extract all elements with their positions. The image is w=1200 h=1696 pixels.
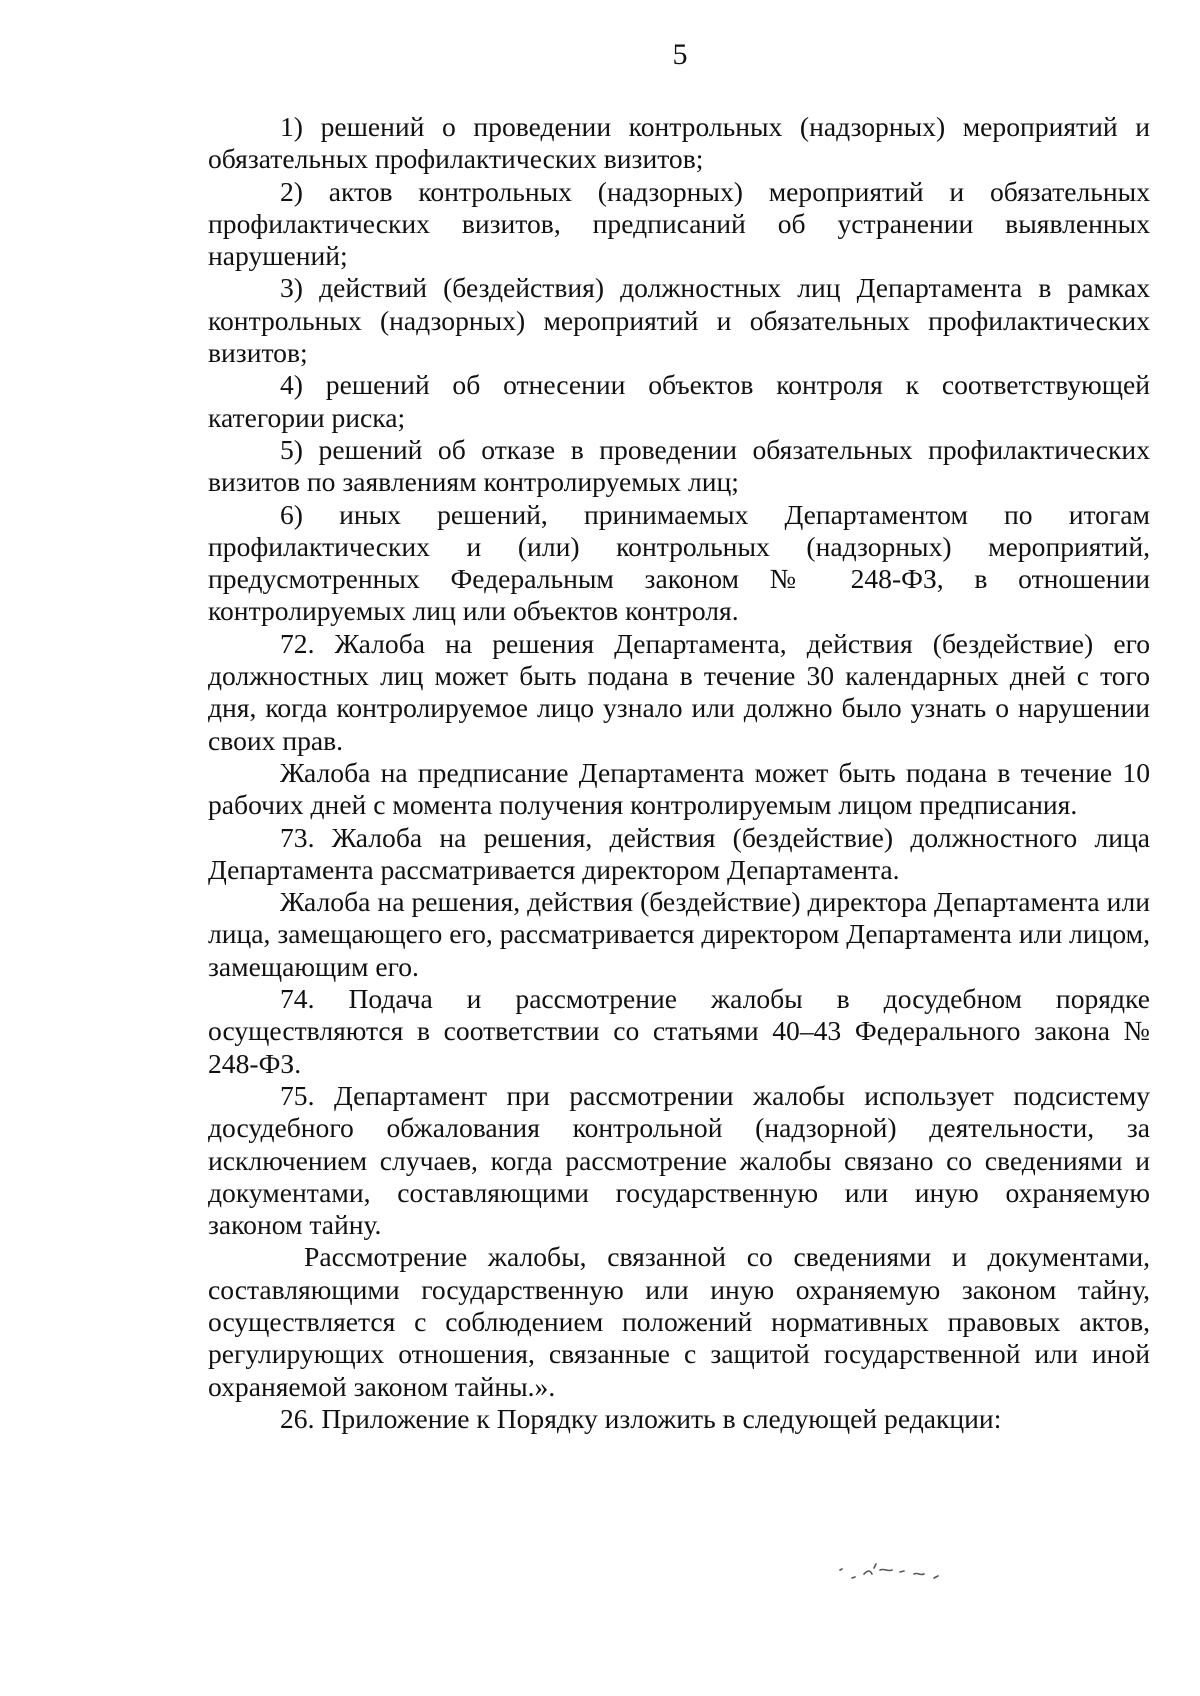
list-item-5: 5) решений об отказе в проведении обязательных профилактических визитов по заявлениям контролируемых лиц; — [208, 433, 1150, 498]
list-item-4: 4) решений об отнесении объектов контроля к соответствующей категории риска; — [208, 369, 1150, 433]
clause-73: 73. Жалоба на решения, действия (бездействие) должностного лица Департамента рассматривается директором Департамента. — [208, 821, 1150, 885]
clause-72-part-2: Жалоба на предписание Департамента может быть подана в течение 10 рабочих дней с момента получения контролируемым лицом предписания. — [208, 756, 1150, 821]
list-item-3: 3) действий (бездействия) должностных лиц Департамента в рамках контрольных (надзорных) мероприятий и обязательных профилактических визитов; — [208, 272, 1150, 369]
clause-73-part-2: Жалоба на решения, действия (бездействие) директора Департамента или лица, замещающего его, рассматривается директором Департамента или лицом, замещающим его. — [208, 886, 1150, 982]
clause-75-part-2: Рассмотрение жалобы, связанной со сведениями и документами, составляющими государственную или иную охраняемую законом тайну, осуществляется с соблюдением положений нормативных правовых актов, регулирующих отношения, связанные с защитой государственной или иной охраняемой законом тайны.». — [208, 1241, 1150, 1402]
list-item-1: 1) решений о проведении контрольных (надзорных) мероприятий и обязательных профилактических визитов; — [208, 111, 1150, 175]
clause-74: 74. Подача и рассмотрение жалобы в досудебном порядке осуществляются в соответствии со статьями 40–43 Федерального закона № 248-ФЗ. — [208, 983, 1150, 1079]
list-item-2: 2) актов контрольных (надзорных) мероприятий и обязательных профилактических визитов, предписаний об устранении выявленных нарушений; — [208, 175, 1150, 272]
list-item-6: 6) иных решений, принимаемых Департаментом по итогам профилактических и (или) контрольных (надзорных) мероприятий, предусмотренных Федеральным законом № 248-ФЗ, в отношении контролируемых лиц или объектов контроля. — [208, 498, 1150, 627]
item-26: 26. Приложение к Порядку изложить в следующей редакции: — [280, 1402, 1002, 1434]
pen-mark-icon — [830, 1550, 960, 1590]
page-number: 5 — [672, 38, 688, 71]
document-body — [208, 111, 1150, 1435]
clause-72: 72. Жалоба на решения Департамента, действия (бездействие) его должностных лиц может быть подана в течение 30 календарных дней с того дня, когда контролируемое лицо узнало или должно было узнать о нарушении своих прав. — [208, 627, 1150, 756]
clause-75: 75. Департамент при рассмотрении жалобы использует подсистему досудебного обжалования контрольной (надзорной) деятельности, за исключением случаев, когда рассмотрение жалобы связано со сведениями и документами, составляющими государственную или иную охраняемую законом тайну. — [208, 1079, 1150, 1241]
